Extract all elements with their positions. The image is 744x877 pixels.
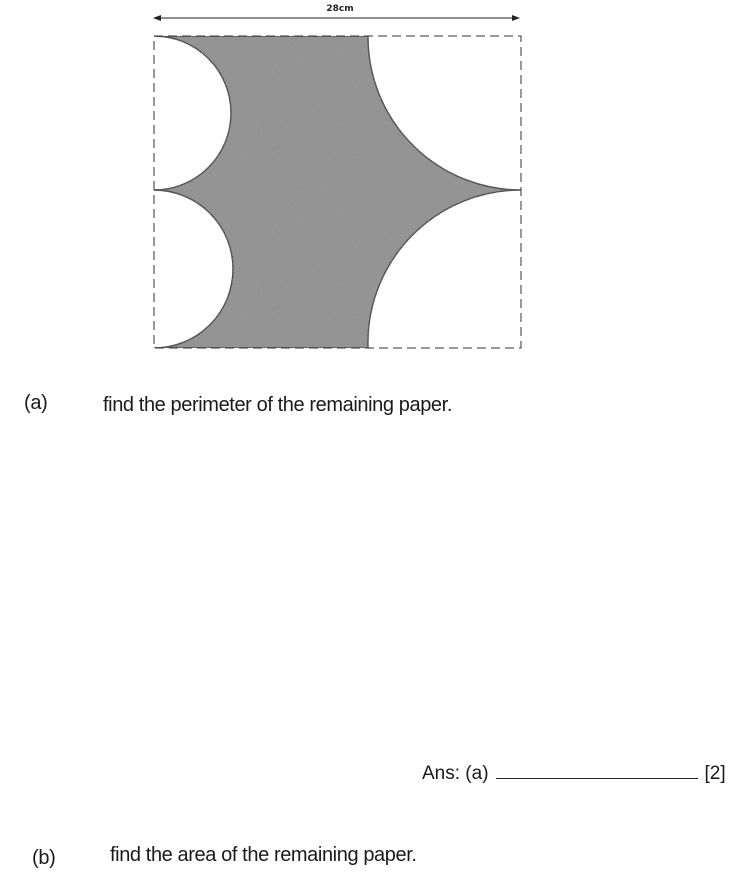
part-a-label: (a) <box>24 392 48 414</box>
dimension-label: 28cm <box>326 4 354 14</box>
answer-a-row <box>422 760 726 785</box>
part-b-question: find the area of the remaining paper. <box>110 844 417 866</box>
part-b-label: (b) <box>32 847 56 869</box>
answer-a-prefix: Ans: (a) <box>422 763 489 784</box>
answer-a-marks: [2] <box>704 763 726 784</box>
answer-a-blank[interactable] <box>496 760 698 779</box>
geometry-figure <box>0 0 744 360</box>
remaining-paper-shape <box>154 36 521 348</box>
part-a-question: find the perimeter of the remaining paper. <box>103 394 452 416</box>
